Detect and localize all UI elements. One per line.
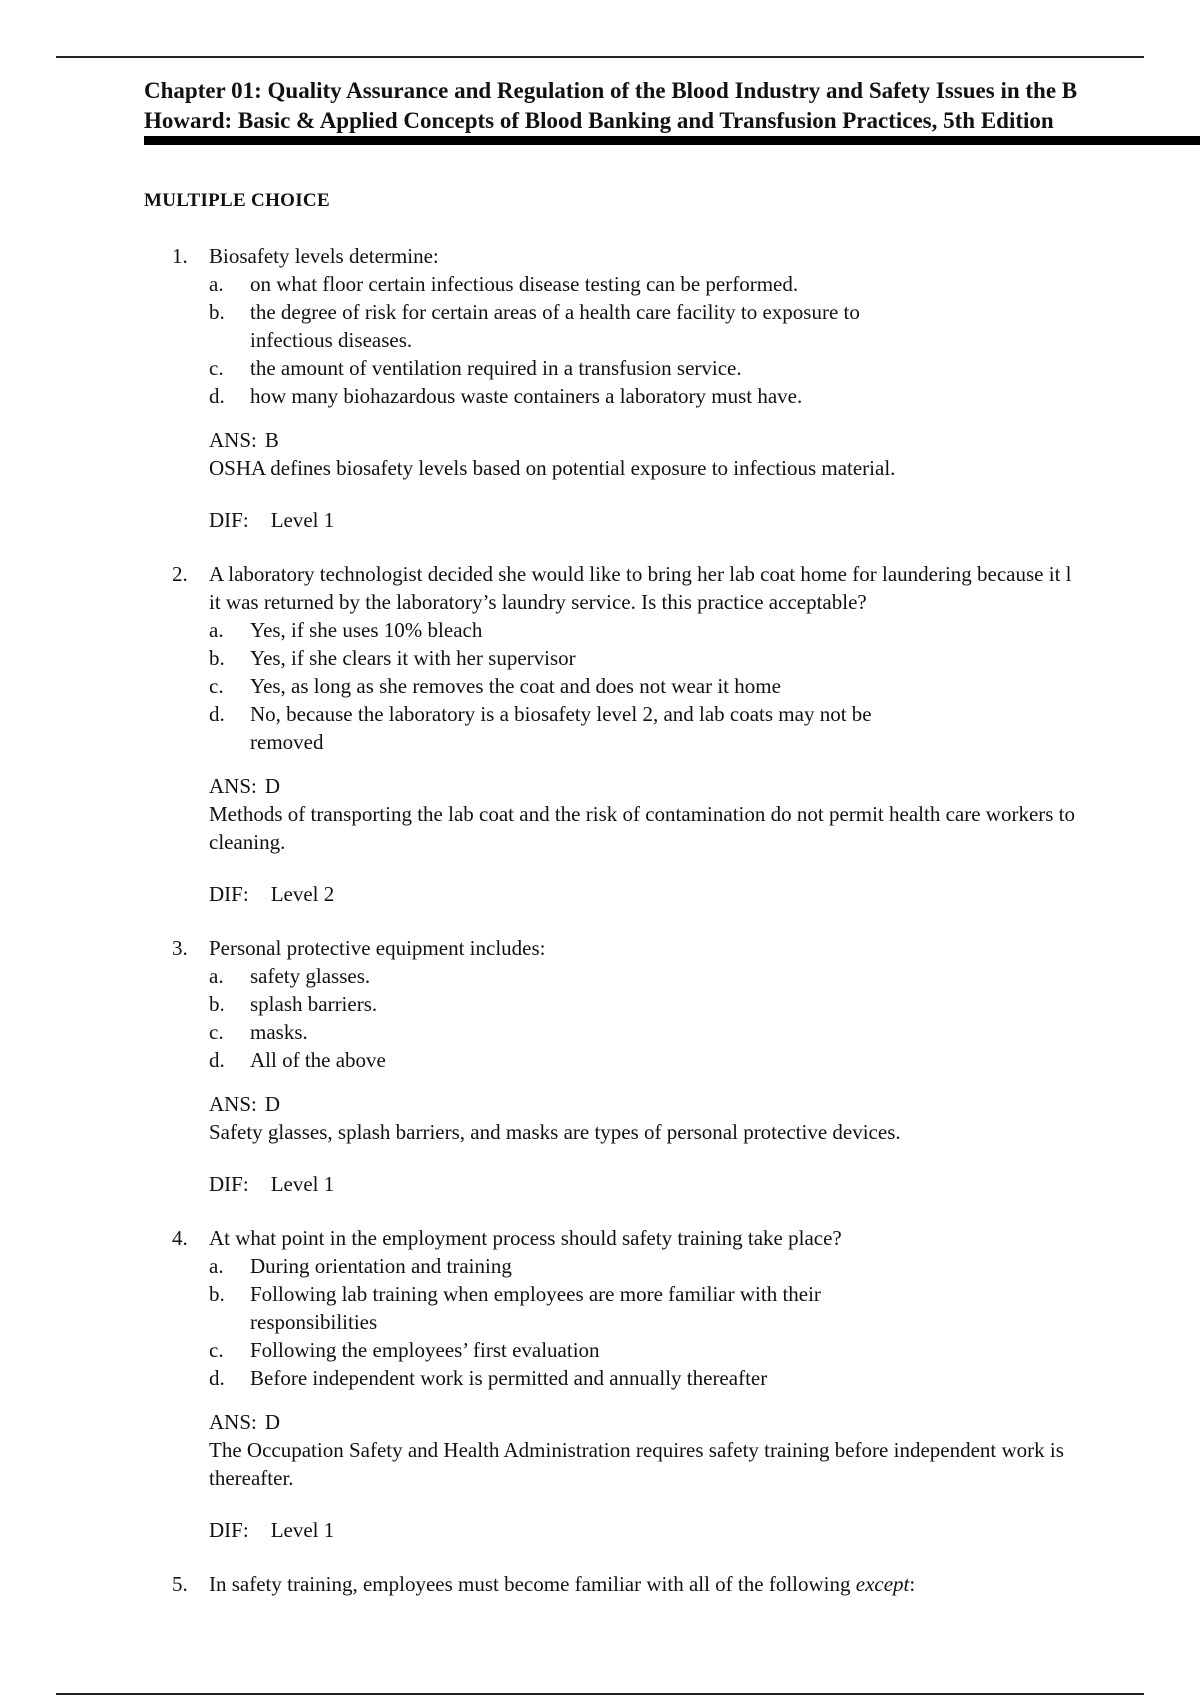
option-text: Following the employees’ first evaluation [250, 1338, 600, 1362]
question-number: 1. [172, 244, 188, 268]
option-text: Yes, if she clears it with her supervisor [250, 646, 576, 670]
answer-label: ANS: [209, 774, 257, 798]
option-letter: b. [209, 992, 225, 1016]
difficulty-label: DIF: [209, 1518, 249, 1542]
bottom-rule [56, 1693, 1144, 1695]
option-letter: b. [209, 646, 225, 670]
difficulty-line [209, 1170, 334, 1198]
option-text: on what floor certain infectious disease testing can be performed. [250, 272, 799, 296]
option-text: Following lab training when employees are more familiar with their [250, 1282, 821, 1306]
option-text: how many biohazardous waste containers a laboratory must have. [250, 384, 803, 408]
option-letter: d. [209, 1366, 225, 1390]
option-letter: d. [209, 1048, 225, 1072]
header-bar [144, 136, 1200, 145]
chapter-title: Chapter 01: Quality Assurance and Regulation of the Blood Industry and Safety Issues in the B [144, 78, 1078, 103]
section-title: MULTIPLE CHOICE [144, 190, 330, 211]
option-text: No, because the laboratory is a biosafety level 2, and lab coats may not be [250, 702, 872, 726]
explanation: cleaning. [209, 830, 286, 854]
difficulty-line [209, 1516, 334, 1544]
option-text: All of the above [250, 1048, 386, 1072]
answer-label: ANS: [209, 1410, 257, 1434]
difficulty-line [209, 506, 334, 534]
difficulty-value: Level 2 [270, 882, 335, 906]
question-number: 3. [172, 936, 188, 960]
answer-label: ANS: [209, 428, 257, 452]
option-text: infectious diseases. [250, 328, 413, 352]
difficulty-label: DIF: [209, 1172, 249, 1196]
option-letter: d. [209, 384, 225, 408]
option-letter: c. [209, 356, 224, 380]
answer-value: D [264, 774, 281, 798]
option-letter: c. [209, 1020, 224, 1044]
option-text: Before independent work is permitted and annually thereafter [250, 1366, 768, 1390]
question-stem: it was returned by the laboratory’s laundry service. Is this practice acceptable? [209, 590, 867, 614]
option-letter: a. [209, 1254, 224, 1278]
question-stem: A laboratory technologist decided she would like to bring her lab coat home for laundering because it l [209, 562, 1072, 586]
option-text: the amount of ventilation required in a transfusion service. [250, 356, 742, 380]
option-text: masks. [250, 1020, 308, 1044]
option-text: responsibilities [250, 1310, 378, 1334]
option-text: splash barriers. [250, 992, 378, 1016]
answer-value: D [264, 1410, 281, 1434]
difficulty-value: Level 1 [270, 1172, 335, 1196]
answer-value: D [264, 1092, 281, 1116]
option-letter: a. [209, 272, 224, 296]
stem-text: In safety training, employees must become familiar with all of the following [209, 1572, 856, 1596]
option-letter: b. [209, 300, 225, 324]
stem-emphasis: except [855, 1572, 910, 1596]
question-number: 2. [172, 562, 188, 586]
answer-line [209, 1408, 280, 1436]
option-letter: b. [209, 1282, 225, 1306]
option-letter: d. [209, 702, 225, 726]
option-letter: c. [209, 674, 224, 698]
question-stem: Personal protective equipment includes: [209, 936, 546, 960]
question-number: 4. [172, 1226, 188, 1250]
difficulty-value: Level 1 [270, 508, 335, 532]
explanation: OSHA defines biosafety levels based on potential exposure to infectious material. [209, 456, 896, 480]
difficulty-label: DIF: [209, 882, 249, 906]
explanation: The Occupation Safety and Health Administration requires safety training before independent work is [209, 1438, 1064, 1462]
question-stem [209, 1570, 915, 1598]
option-text: During orientation and training [250, 1254, 512, 1278]
book-title: Howard: Basic & Applied Concepts of Blood Banking and Transfusion Practices, 5th Edition [144, 108, 1054, 133]
chapter-header [144, 76, 1200, 136]
question-stem: At what point in the employment process should safety training take place? [209, 1226, 842, 1250]
option-text: Yes, if she uses 10% bleach [250, 618, 483, 642]
stem-suffix: : [909, 1572, 916, 1596]
option-letter: a. [209, 618, 224, 642]
difficulty-line [209, 880, 334, 908]
answer-line [209, 1090, 280, 1118]
difficulty-value: Level 1 [270, 1518, 335, 1542]
option-letter: c. [209, 1338, 224, 1362]
question-number: 5. [172, 1572, 188, 1596]
explanation: Safety glasses, splash barriers, and masks are types of personal protective devices. [209, 1120, 901, 1144]
answer-label: ANS: [209, 1092, 257, 1116]
option-text: removed [250, 730, 324, 754]
option-text: safety glasses. [250, 964, 371, 988]
option-text: Yes, as long as she removes the coat and does not wear it home [250, 674, 781, 698]
option-text: the degree of risk for certain areas of a health care facility to exposure to [250, 300, 860, 324]
answer-line [209, 772, 280, 800]
question-stem: Biosafety levels determine: [209, 244, 439, 268]
top-rule [56, 56, 1144, 58]
answer-value: B [264, 428, 279, 452]
explanation: thereafter. [209, 1466, 294, 1490]
explanation: Methods of transporting the lab coat and the risk of contamination do not permit health care workers to [209, 802, 1076, 826]
answer-line [209, 426, 279, 454]
difficulty-label: DIF: [209, 508, 249, 532]
option-letter: a. [209, 964, 224, 988]
